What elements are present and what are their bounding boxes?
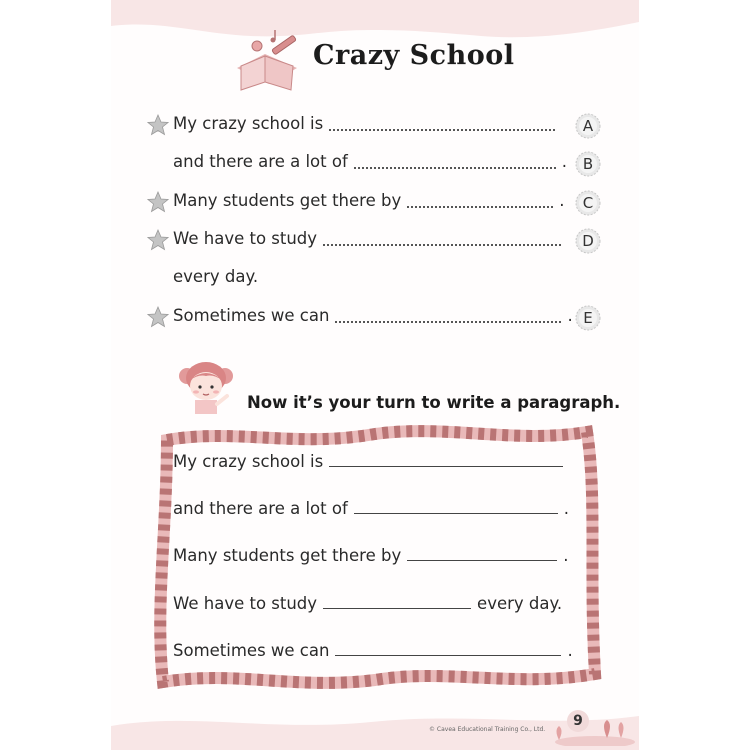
paragraph-end: .	[567, 641, 573, 660]
write-blank[interactable]	[335, 654, 561, 656]
worksheet-page	[111, 0, 639, 750]
star-icon	[147, 191, 169, 213]
page-title: Crazy School	[313, 40, 515, 71]
option-letter: A	[582, 117, 594, 135]
prompt-text: We have to study	[173, 229, 318, 248]
answer-dots	[407, 194, 553, 208]
prompt-row	[173, 114, 555, 133]
answer-dots	[354, 155, 556, 169]
section-subtitle: Now it’s your turn to write a paragraph.	[247, 393, 621, 412]
answer-dots	[335, 309, 561, 323]
paragraph-text: My crazy school is	[173, 452, 324, 471]
write-blank[interactable]	[354, 512, 558, 514]
paragraph-line	[173, 594, 562, 613]
write-blank[interactable]	[323, 607, 471, 609]
prompt-row	[173, 306, 573, 325]
answer-dots	[329, 117, 555, 131]
prompt-text: Sometimes we can	[173, 306, 330, 325]
prompt-row	[173, 152, 567, 171]
trees-decoration	[551, 716, 635, 746]
paragraph-end: every day.	[477, 594, 563, 613]
star-icon	[147, 229, 169, 251]
paragraph-text: Sometimes we can	[173, 641, 330, 660]
option-letter: D	[582, 232, 594, 250]
paragraph-text: and there are a lot of	[173, 499, 348, 518]
prompt-text: Many students get there by	[173, 191, 402, 210]
prompt-row	[173, 191, 564, 210]
page-number: 9	[567, 710, 589, 732]
top-wave-decoration	[111, 0, 639, 44]
option-badge	[575, 190, 601, 216]
option-letter: B	[582, 155, 594, 173]
prompt-text: My crazy school is	[173, 114, 324, 133]
prompt-period: .	[567, 306, 573, 325]
prompt-text: every day.	[173, 267, 259, 286]
paragraph-text: Many students get there by	[173, 546, 402, 565]
option-badge	[575, 113, 601, 139]
prompt-period: .	[561, 152, 568, 171]
option-letter: C	[582, 194, 594, 212]
write-blank[interactable]	[407, 559, 557, 561]
star-icon	[147, 114, 169, 136]
prompt-period: .	[559, 191, 565, 210]
option-badge	[575, 228, 601, 254]
prompt-row	[173, 229, 561, 248]
star-icon	[147, 306, 169, 328]
option-badge	[575, 151, 601, 177]
option-letter: E	[583, 309, 593, 327]
girl-illustration	[173, 356, 239, 418]
paragraph-end: .	[563, 499, 570, 518]
paragraph-line	[173, 452, 569, 471]
write-blank[interactable]	[329, 465, 563, 467]
paragraph-line	[173, 641, 573, 660]
answer-dots	[323, 232, 561, 246]
prompt-row	[173, 267, 258, 286]
paragraph-end: .	[563, 546, 569, 565]
copyright-text: © Cavea Educational Training Co., Ltd.	[429, 726, 546, 733]
paragraph-line	[173, 546, 568, 565]
book-pencil-icon	[231, 24, 303, 96]
option-badge	[575, 305, 601, 331]
paragraph-text: We have to study	[173, 594, 318, 613]
paragraph-line	[173, 499, 569, 518]
prompt-text: and there are a lot of	[173, 152, 348, 171]
